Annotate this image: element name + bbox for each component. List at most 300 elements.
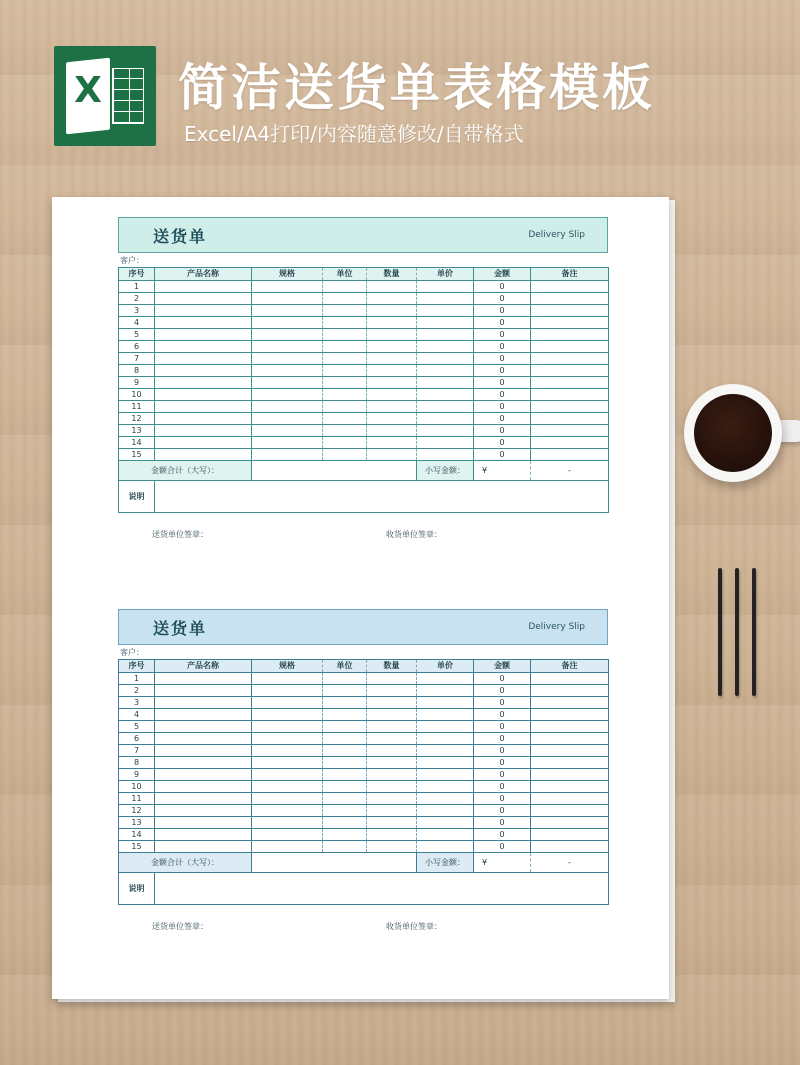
row-number-cell: 2 [119,293,155,305]
amount-cell: 0 [474,365,531,377]
unit-cell[interactable] [323,329,367,341]
slip-title-en: Delivery Slip [528,622,585,632]
remark-cell[interactable] [531,401,609,413]
unit-price-cell[interactable] [417,769,474,781]
unit-cell[interactable] [323,685,367,697]
product-name-cell[interactable] [155,817,252,829]
quantity-cell[interactable] [367,293,417,305]
unit-price-cell[interactable] [417,317,474,329]
amount-cell: 0 [474,793,531,805]
table-row [119,329,609,341]
note-row [119,481,609,513]
unit-cell[interactable] [323,709,367,721]
product-name-cell[interactable] [155,841,252,853]
total-lower-value[interactable]: - [531,853,609,873]
quantity-cell[interactable] [367,805,417,817]
total-row [119,461,609,481]
spec-cell[interactable] [252,389,323,401]
spec-cell[interactable] [252,413,323,425]
remark-cell[interactable] [531,413,609,425]
items-body [119,281,609,461]
spec-cell[interactable] [252,733,323,745]
unit-price-cell[interactable] [417,685,474,697]
unit-price-cell[interactable] [417,341,474,353]
spec-cell[interactable] [252,757,323,769]
row-number-cell: 14 [119,437,155,449]
column-header: 数量 [367,268,417,281]
total-row [119,853,609,873]
column-header: 金额 [474,660,531,673]
remark-cell[interactable] [531,437,609,449]
table-row [119,793,609,805]
remark-cell[interactable] [531,685,609,697]
column-header: 序号 [119,660,155,673]
table-row [119,293,609,305]
unit-price-cell[interactable] [417,437,474,449]
unit-cell[interactable] [323,733,367,745]
excel-letter: X [74,70,102,111]
total-lower-label: 小写金额： [417,853,474,873]
table-row [119,341,609,353]
unit-cell[interactable] [323,817,367,829]
row-number-cell: 14 [119,829,155,841]
product-name-cell[interactable] [155,401,252,413]
row-number-cell: 15 [119,449,155,461]
unit-cell[interactable] [323,757,367,769]
row-number-cell: 5 [119,721,155,733]
row-number-cell: 1 [119,673,155,685]
quantity-cell[interactable] [367,769,417,781]
spec-cell[interactable] [252,685,323,697]
row-number-cell: 3 [119,305,155,317]
unit-price-cell[interactable] [417,733,474,745]
spec-cell[interactable] [252,377,323,389]
amount-cell: 0 [474,697,531,709]
row-number-cell: 7 [119,353,155,365]
spec-cell[interactable] [252,817,323,829]
quantity-cell[interactable] [367,697,417,709]
note-field[interactable] [155,873,609,905]
slip-header [118,609,608,645]
row-number-cell: 9 [119,377,155,389]
product-name-cell[interactable] [155,413,252,425]
unit-cell[interactable] [323,805,367,817]
row-number-cell: 8 [119,757,155,769]
total-lower-label: 小写金额： [417,461,474,481]
product-name-cell[interactable] [155,745,252,757]
product-name-cell[interactable] [155,293,252,305]
unit-cell[interactable] [323,437,367,449]
row-number-cell: 4 [119,709,155,721]
table-row [119,805,609,817]
row-number-cell: 12 [119,413,155,425]
remark-cell[interactable] [531,449,609,461]
unit-price-cell[interactable] [417,365,474,377]
remark-cell[interactable] [531,353,609,365]
customer-label[interactable]: 客户： [120,256,144,265]
unit-cell[interactable] [323,365,367,377]
unit-price-cell[interactable] [417,293,474,305]
unit-cell[interactable] [323,841,367,853]
sender-signature-label: 送货单位签章： [152,530,208,539]
remark-cell[interactable] [531,317,609,329]
remark-cell[interactable] [531,673,609,685]
row-number-cell: 7 [119,745,155,757]
quantity-cell[interactable] [367,745,417,757]
table-row [119,841,609,853]
quantity-cell[interactable] [367,793,417,805]
spec-cell[interactable] [252,317,323,329]
unit-price-cell[interactable] [417,377,474,389]
excel-icon [54,46,156,146]
unit-price-cell[interactable] [417,829,474,841]
unit-price-cell[interactable] [417,449,474,461]
unit-cell[interactable] [323,781,367,793]
remark-cell[interactable] [531,793,609,805]
spec-cell[interactable] [252,305,323,317]
spec-cell[interactable] [252,721,323,733]
table-row [119,697,609,709]
unit-price-cell[interactable] [417,817,474,829]
product-name-cell[interactable] [155,341,252,353]
remark-cell[interactable] [531,697,609,709]
row-number-cell: 6 [119,341,155,353]
unit-price-cell[interactable] [417,805,474,817]
quantity-cell[interactable] [367,329,417,341]
row-number-cell: 13 [119,425,155,437]
column-header: 产品名称 [155,268,252,281]
remark-cell[interactable] [531,781,609,793]
column-header: 序号 [119,268,155,281]
product-name-cell[interactable] [155,281,252,293]
spec-cell[interactable] [252,781,323,793]
quantity-cell[interactable] [367,829,417,841]
unit-price-cell[interactable] [417,781,474,793]
amount-cell: 0 [474,805,531,817]
spec-cell[interactable] [252,829,323,841]
table-row [119,317,609,329]
product-name-cell[interactable] [155,329,252,341]
remark-cell[interactable] [531,305,609,317]
amount-cell: 0 [474,317,531,329]
spec-cell[interactable] [252,769,323,781]
table-row [119,709,609,721]
amount-cell: 0 [474,841,531,853]
quantity-cell[interactable] [367,709,417,721]
product-name-cell[interactable] [155,757,252,769]
column-header: 金额 [474,268,531,281]
remark-cell[interactable] [531,281,609,293]
quantity-cell[interactable] [367,685,417,697]
product-name-cell[interactable] [155,733,252,745]
spec-cell[interactable] [252,449,323,461]
amount-cell: 0 [474,377,531,389]
amount-cell: 0 [474,389,531,401]
row-number-cell: 3 [119,697,155,709]
amount-cell: 0 [474,281,531,293]
amount-cell: 0 [474,709,531,721]
quantity-cell[interactable] [367,305,417,317]
unit-price-cell[interactable] [417,673,474,685]
amount-cell: 0 [474,829,531,841]
unit-cell[interactable] [323,449,367,461]
unit-price-cell[interactable] [417,697,474,709]
remark-cell[interactable] [531,329,609,341]
unit-price-cell[interactable] [417,329,474,341]
product-name-cell[interactable] [155,377,252,389]
total-lower-value[interactable]: - [531,461,609,481]
product-name-cell[interactable] [155,709,252,721]
unit-cell[interactable] [323,673,367,685]
quantity-cell[interactable] [367,781,417,793]
quantity-cell[interactable] [367,317,417,329]
amount-cell: 0 [474,757,531,769]
product-name-cell[interactable] [155,425,252,437]
quantity-cell[interactable] [367,377,417,389]
unit-cell[interactable] [323,305,367,317]
spec-cell[interactable] [252,353,323,365]
remark-cell[interactable] [531,377,609,389]
row-number-cell: 1 [119,281,155,293]
signature-line [118,513,608,543]
remark-cell[interactable] [531,389,609,401]
remark-cell[interactable] [531,757,609,769]
remark-cell[interactable] [531,829,609,841]
note-label: 说明 [119,481,155,513]
amount-cell: 0 [474,673,531,685]
table-row [119,733,609,745]
unit-cell[interactable] [323,293,367,305]
table-row [119,781,609,793]
quantity-cell[interactable] [367,757,417,769]
remark-cell[interactable] [531,733,609,745]
unit-price-cell[interactable] [417,353,474,365]
product-name-cell[interactable] [155,781,252,793]
remark-cell[interactable] [531,805,609,817]
row-number-cell: 5 [119,329,155,341]
row-number-cell: 4 [119,317,155,329]
remark-cell[interactable] [531,425,609,437]
column-header: 规格 [252,660,323,673]
remark-cell[interactable] [531,841,609,853]
quantity-cell[interactable] [367,817,417,829]
quantity-cell[interactable] [367,281,417,293]
quantity-cell[interactable] [367,841,417,853]
product-name-cell[interactable] [155,389,252,401]
unit-price-cell[interactable] [417,389,474,401]
unit-price-cell[interactable] [417,709,474,721]
row-number-cell: 2 [119,685,155,697]
column-header: 备注 [531,660,609,673]
spec-cell[interactable] [252,841,323,853]
unit-cell[interactable] [323,401,367,413]
product-name-cell[interactable] [155,829,252,841]
table-row [119,817,609,829]
product-name-cell[interactable] [155,793,252,805]
table-row [119,389,609,401]
remark-cell[interactable] [531,721,609,733]
product-name-cell[interactable] [155,353,252,365]
spec-cell[interactable] [252,745,323,757]
note-row [119,873,609,905]
slip-header [118,217,608,253]
quantity-cell[interactable] [367,365,417,377]
unit-price-cell[interactable] [417,721,474,733]
amount-cell: 0 [474,769,531,781]
unit-cell[interactable] [323,829,367,841]
pen-icon [735,568,739,696]
delivery-slip-2 [118,609,608,935]
quantity-cell[interactable] [367,425,417,437]
spec-cell[interactable] [252,365,323,377]
unit-price-cell[interactable] [417,425,474,437]
spec-cell[interactable] [252,329,323,341]
spec-cell[interactable] [252,709,323,721]
slip-title: 送货单 [153,226,208,246]
product-name-cell[interactable] [155,317,252,329]
unit-cell[interactable] [323,377,367,389]
quantity-cell[interactable] [367,673,417,685]
unit-cell[interactable] [323,793,367,805]
product-name-cell[interactable] [155,769,252,781]
table-row [119,769,609,781]
unit-cell[interactable] [323,425,367,437]
receiver-signature-label: 收货单位签章： [386,922,442,931]
row-number-cell: 6 [119,733,155,745]
remark-cell[interactable] [531,365,609,377]
unit-cell[interactable] [323,413,367,425]
unit-cell[interactable] [323,281,367,293]
total-upper-label: 金额合计（大写）： [119,461,252,481]
quantity-cell[interactable] [367,721,417,733]
unit-price-cell[interactable] [417,401,474,413]
amount-cell: 0 [474,685,531,697]
delivery-slip-1 [118,217,608,543]
spec-cell[interactable] [252,793,323,805]
remark-cell[interactable] [531,293,609,305]
table-row [119,365,609,377]
quantity-cell[interactable] [367,389,417,401]
remark-cell[interactable] [531,341,609,353]
row-number-cell: 11 [119,793,155,805]
unit-cell[interactable] [323,389,367,401]
items-body [119,673,609,853]
product-name-cell[interactable] [155,673,252,685]
amount-cell: 0 [474,425,531,437]
remark-cell[interactable] [531,709,609,721]
row-number-cell: 8 [119,365,155,377]
amount-cell: 0 [474,353,531,365]
customer-label[interactable]: 客户： [120,648,144,657]
total-upper-value[interactable] [252,853,417,873]
unit-cell[interactable] [323,769,367,781]
table-row [119,721,609,733]
amount-cell: 0 [474,745,531,757]
table-row [119,829,609,841]
sender-signature-label: 送货单位签章： [152,922,208,931]
quantity-cell[interactable] [367,413,417,425]
unit-price-cell[interactable] [417,305,474,317]
product-name-cell[interactable] [155,437,252,449]
spec-cell[interactable] [252,437,323,449]
spec-cell[interactable] [252,673,323,685]
product-name-cell[interactable] [155,365,252,377]
column-header: 单价 [417,268,474,281]
unit-cell[interactable] [323,317,367,329]
unit-price-cell[interactable] [417,745,474,757]
spec-cell[interactable] [252,697,323,709]
table-row [119,425,609,437]
remark-cell[interactable] [531,769,609,781]
unit-price-cell[interactable] [417,413,474,425]
product-name-cell[interactable] [155,805,252,817]
signature-line [118,905,608,935]
slip-title: 送货单 [153,618,208,638]
remark-cell[interactable] [531,817,609,829]
column-header: 单位 [323,660,367,673]
row-number-cell: 12 [119,805,155,817]
product-name-cell[interactable] [155,697,252,709]
unit-cell[interactable] [323,353,367,365]
quantity-cell[interactable] [367,401,417,413]
quantity-cell[interactable] [367,449,417,461]
spec-cell[interactable] [252,293,323,305]
unit-cell[interactable] [323,721,367,733]
product-name-cell[interactable] [155,449,252,461]
table-row [119,413,609,425]
column-header: 产品名称 [155,660,252,673]
note-label: 说明 [119,873,155,905]
spec-cell[interactable] [252,341,323,353]
quantity-cell[interactable] [367,437,417,449]
total-upper-label: 金额合计（大写）： [119,853,252,873]
quantity-cell[interactable] [367,353,417,365]
table-row [119,673,609,685]
unit-price-cell[interactable] [417,757,474,769]
spec-cell[interactable] [252,805,323,817]
unit-cell[interactable] [323,745,367,757]
slip-title-en: Delivery Slip [528,230,585,240]
spec-cell[interactable] [252,281,323,293]
row-number-cell: 10 [119,389,155,401]
total-upper-value[interactable] [252,461,417,481]
table-row [119,377,609,389]
column-header: 备注 [531,268,609,281]
column-header: 单位 [323,268,367,281]
unit-cell[interactable] [323,341,367,353]
note-field[interactable] [155,481,609,513]
product-name-cell[interactable] [155,721,252,733]
remark-cell[interactable] [531,745,609,757]
amount-cell: 0 [474,341,531,353]
unit-cell[interactable] [323,697,367,709]
spec-cell[interactable] [252,425,323,437]
column-header: 单价 [417,660,474,673]
amount-cell: 0 [474,401,531,413]
product-name-cell[interactable] [155,685,252,697]
quantity-cell[interactable] [367,733,417,745]
items-table [118,267,609,513]
unit-price-cell[interactable] [417,841,474,853]
table-row [119,401,609,413]
unit-price-cell[interactable] [417,281,474,293]
spec-cell[interactable] [252,401,323,413]
unit-price-cell[interactable] [417,793,474,805]
quantity-cell[interactable] [367,341,417,353]
table-header-row [119,268,609,281]
product-name-cell[interactable] [155,305,252,317]
amount-cell: 0 [474,781,531,793]
